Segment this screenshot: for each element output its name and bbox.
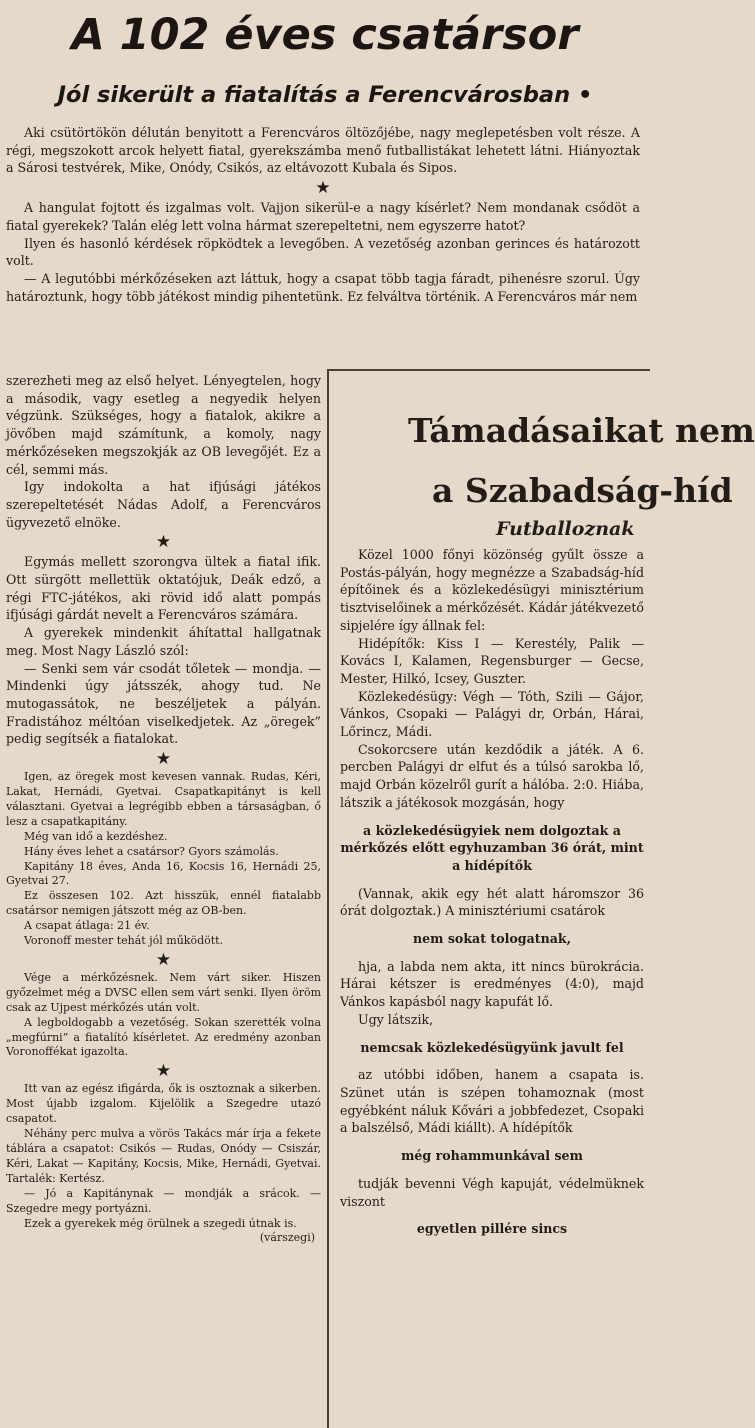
star-separator: ★ (315, 178, 331, 199)
highlight-line: még rohammunkával sem (401, 1148, 583, 1164)
paragraph: Kapitány 18 éves, Anda 16, Kocsis 16, Hernádi 25, Gyetvai 27. (6, 859, 321, 888)
subheadline: Jól sikerült a fiatalítás a Ferencvárosban • (57, 82, 593, 108)
paragraph: Ezek a gyerekek még örülnek a szegedi útnak is. (24, 1216, 297, 1230)
right-article-body (340, 546, 644, 1248)
paragraph: A hangulat fojtott és izgalmas volt. Vajjon sikerül-e a nagy kísérlet? Nem mondanak csődöt a fiatal gyerekek? Talán elég lett volna hármat szerepeltetni, nem egyszerre hatot? (6, 200, 640, 233)
small-print-section (6, 770, 321, 1246)
paragraph: Közlekedésügy: Végh — Tóth, Szili — Gájor, Vánkos, Csopaki — Palágyi dr, Orbán, Hárai, Lőrincz, Mádi. (340, 688, 644, 740)
article-intro (6, 124, 640, 305)
paragraph: — Jó a Kapitánynak — mondják a srácok. — Szegedre megy portyázni. (6, 1186, 321, 1215)
highlight-line: egyetlen pillére sincs (416, 1221, 568, 1237)
right-headline-line2: a Szabadság-híd (432, 471, 733, 510)
paragraph: tudják bevenni Végh kapuját, védelmüknek viszont (340, 1175, 644, 1209)
star-separator: ★ (155, 949, 172, 970)
paragraph: — A legutóbbi mérkőzéseken azt láttuk, hogy a csapat több tagja fáradt, pihenésre szorul. Úgy határoztunk, hogy több játékost mindig pihentetünk. Ez felváltva történik. A Ferencváros már nem (6, 270, 640, 304)
paragraph: A legboldogabb a vezetőség. Sokan szerették volna „megfúrni” a fiatalító kísérletet. Az eredmény azonban Voronoffékat igazolta. (6, 1015, 321, 1059)
paragraph: Még van idő a kezdéshez. (24, 829, 168, 843)
paragraph: hja, a labda nem akta, itt nincs bürokrácia. Hárai kétszer is eredményes (4:0), majd Vánkos kapásból nagy kapufát lő. (340, 958, 644, 1010)
paragraph: az utóbbi időben, hanem a csapata is. Szünet után is szépen tohamoznak (most egyébként náluk Kővári a jobbfedezet, Csopaki a balszélső, Mádi kiállt). A hídépítők (340, 1067, 644, 1136)
paragraph: (Vannak, akik egy hét alatt háromszor 36 órát dolgoztak.) A minisztériumi csatárok (340, 885, 644, 919)
paragraph: A gyerekek mindenkit áhítattal hallgatnak meg. Most Nagy László szól: (6, 625, 321, 658)
paragraph: Itt van az egész ifigárda, ők is osztoznak a sikerben. Most újabb izgalom. Kijelölik a Szegedre utazó csapatot. (6, 1082, 321, 1126)
paragraph: Ez összesen 102. Azt hisszük, ennél fiatalabb csatársor nemigen játszott még az OB-ben. (6, 889, 321, 918)
right-subheadline: Futballoznak (496, 518, 635, 540)
paragraph: A csapat átlaga: 21 év. (24, 919, 150, 933)
paragraph: Egymás mellett szorongva ültek a fiatal ifik. Ott sürgött mellettük oktatójuk, Deák edző, a régi FTC-játékos, aki rövid idő alatt pompás ifjúsági gárdát nevelt a Ferencváros számára. (6, 554, 321, 623)
headline: A 102 éves csatársor (71, 10, 579, 60)
author-signature: (várszegi) (259, 1231, 315, 1245)
highlight-line: nemcsak közlekedésügyünk javult fel (360, 1039, 624, 1055)
star-separator: ★ (155, 532, 172, 553)
highlight-line: nem sokat tologatnak, (412, 931, 572, 947)
right-headline-line1: Támadásaikat nem (408, 411, 755, 450)
paragraph: Közel 1000 főnyi közönség gyűlt össze a Postás-pályán, hogy megnézze a Szabadság-híd építőinek és a közlekedésügyi minisztérium tisztviselőinek a mérkőzését. Kádár játékvezető sipjelére így állnak fel: (340, 547, 644, 633)
paragraph: Igen, az öregek most kevesen vannak. Rudas, Kéri, Lakat, Hernádi, Gyetvai. Csapatkapitányt is kell választani. Gyetvai a legrégibb ebben a társaságban, ő lesz a csapatkapitány. (6, 770, 321, 828)
paragraph: Csokorcsere után kezdődik a játék. A 6. percben Palágyi dr elfut és a túlsó sarokba lő, majd Orbán közelről gurít a hálóba. 2:0. Hiába, látszik a játékosok mozgásán, hogy (340, 741, 644, 810)
paragraph: Voronoff mester tehát jól működött. (24, 934, 224, 948)
article-left-column (6, 372, 321, 1246)
highlight-line: a közlekedésügyiek nem dolgoztak a mérkőzés előtt egyhuzamban 36 órát, mint a hídépítők (340, 822, 644, 873)
paragraph: Aki csütörtökön délután benyitott a Ferencváros öltözőjébe, nagy meglepetésben volt része. A régi, megszokott arcok helyett fiatal, gyerekszámba menő futballistákat lehetett látni. Hiányoztak a Sárosi testvérek, Mike, Onódy, Csikós, az eltávozott Kubala és Sipos. (6, 125, 640, 176)
paragraph: Ilyen és hasonló kérdések röpködtek a levegőben. A vezetőség azonban gerinces és határozott volt. (6, 235, 640, 269)
paragraph: Vége a mérkőzésnek. Nem várt siker. Hiszen győzelmet még a DVSC ellen sem várt senki. Ilyen öröm csak az Ujpest mérkőzés után volt. (6, 970, 321, 1014)
paragraph: Néhány perc mulva a vörös Takács már írja a fekete táblára a csapatot: Csikós — Rudas, Onódy — Csiszár, Kéri, Lakat — Kapitány, Kocsis, Mike, Hernádi, Gyetvai. Tartalék: Kertész. (6, 1127, 321, 1185)
paragraph: Hány éves lehet a csatársor? Gyors számolás. (24, 844, 279, 858)
star-separator: ★ (155, 749, 172, 770)
paragraph: Igy indokolta a hat ifjúsági játékos szerepeltetését Nádas Adolf, a Ferencváros ügyvezető elnöke. (6, 479, 321, 530)
paragraph: Ugy látszik, (358, 1011, 434, 1027)
paragraph: Hidépítők: Kiss I — Kerestély, Palik — Kovács I, Kalamen, Regensburger — Gecse, Mester, Hilkó, Icsey, Guszter. (340, 635, 644, 686)
column-divider-vertical (327, 370, 329, 1428)
paragraph: szerezheti meg az első helyet. Lényegtelen, hogy a második, vagy esetleg a negyedik helyen végzünk. Szükséges, hogy a fiatalok, akikre a jövőben majd számítunk, a komoly, nagy mérkőzéseken megszokják az OB levegőjét. Ez a cél, semmi más. (6, 373, 321, 477)
paragraph: — Senki sem vár csodát tőletek — mondja. — Mindenki úgy játsszék, ahogy tud. Ne mutogassátok, ne beszéljetek a pályán. Fradistához méltóan viselkedjetek. Az „öregek” pedig segítsék a fiatalokat. (6, 660, 321, 747)
article-right-column (340, 370, 755, 1428)
star-separator: ★ (155, 1061, 172, 1082)
